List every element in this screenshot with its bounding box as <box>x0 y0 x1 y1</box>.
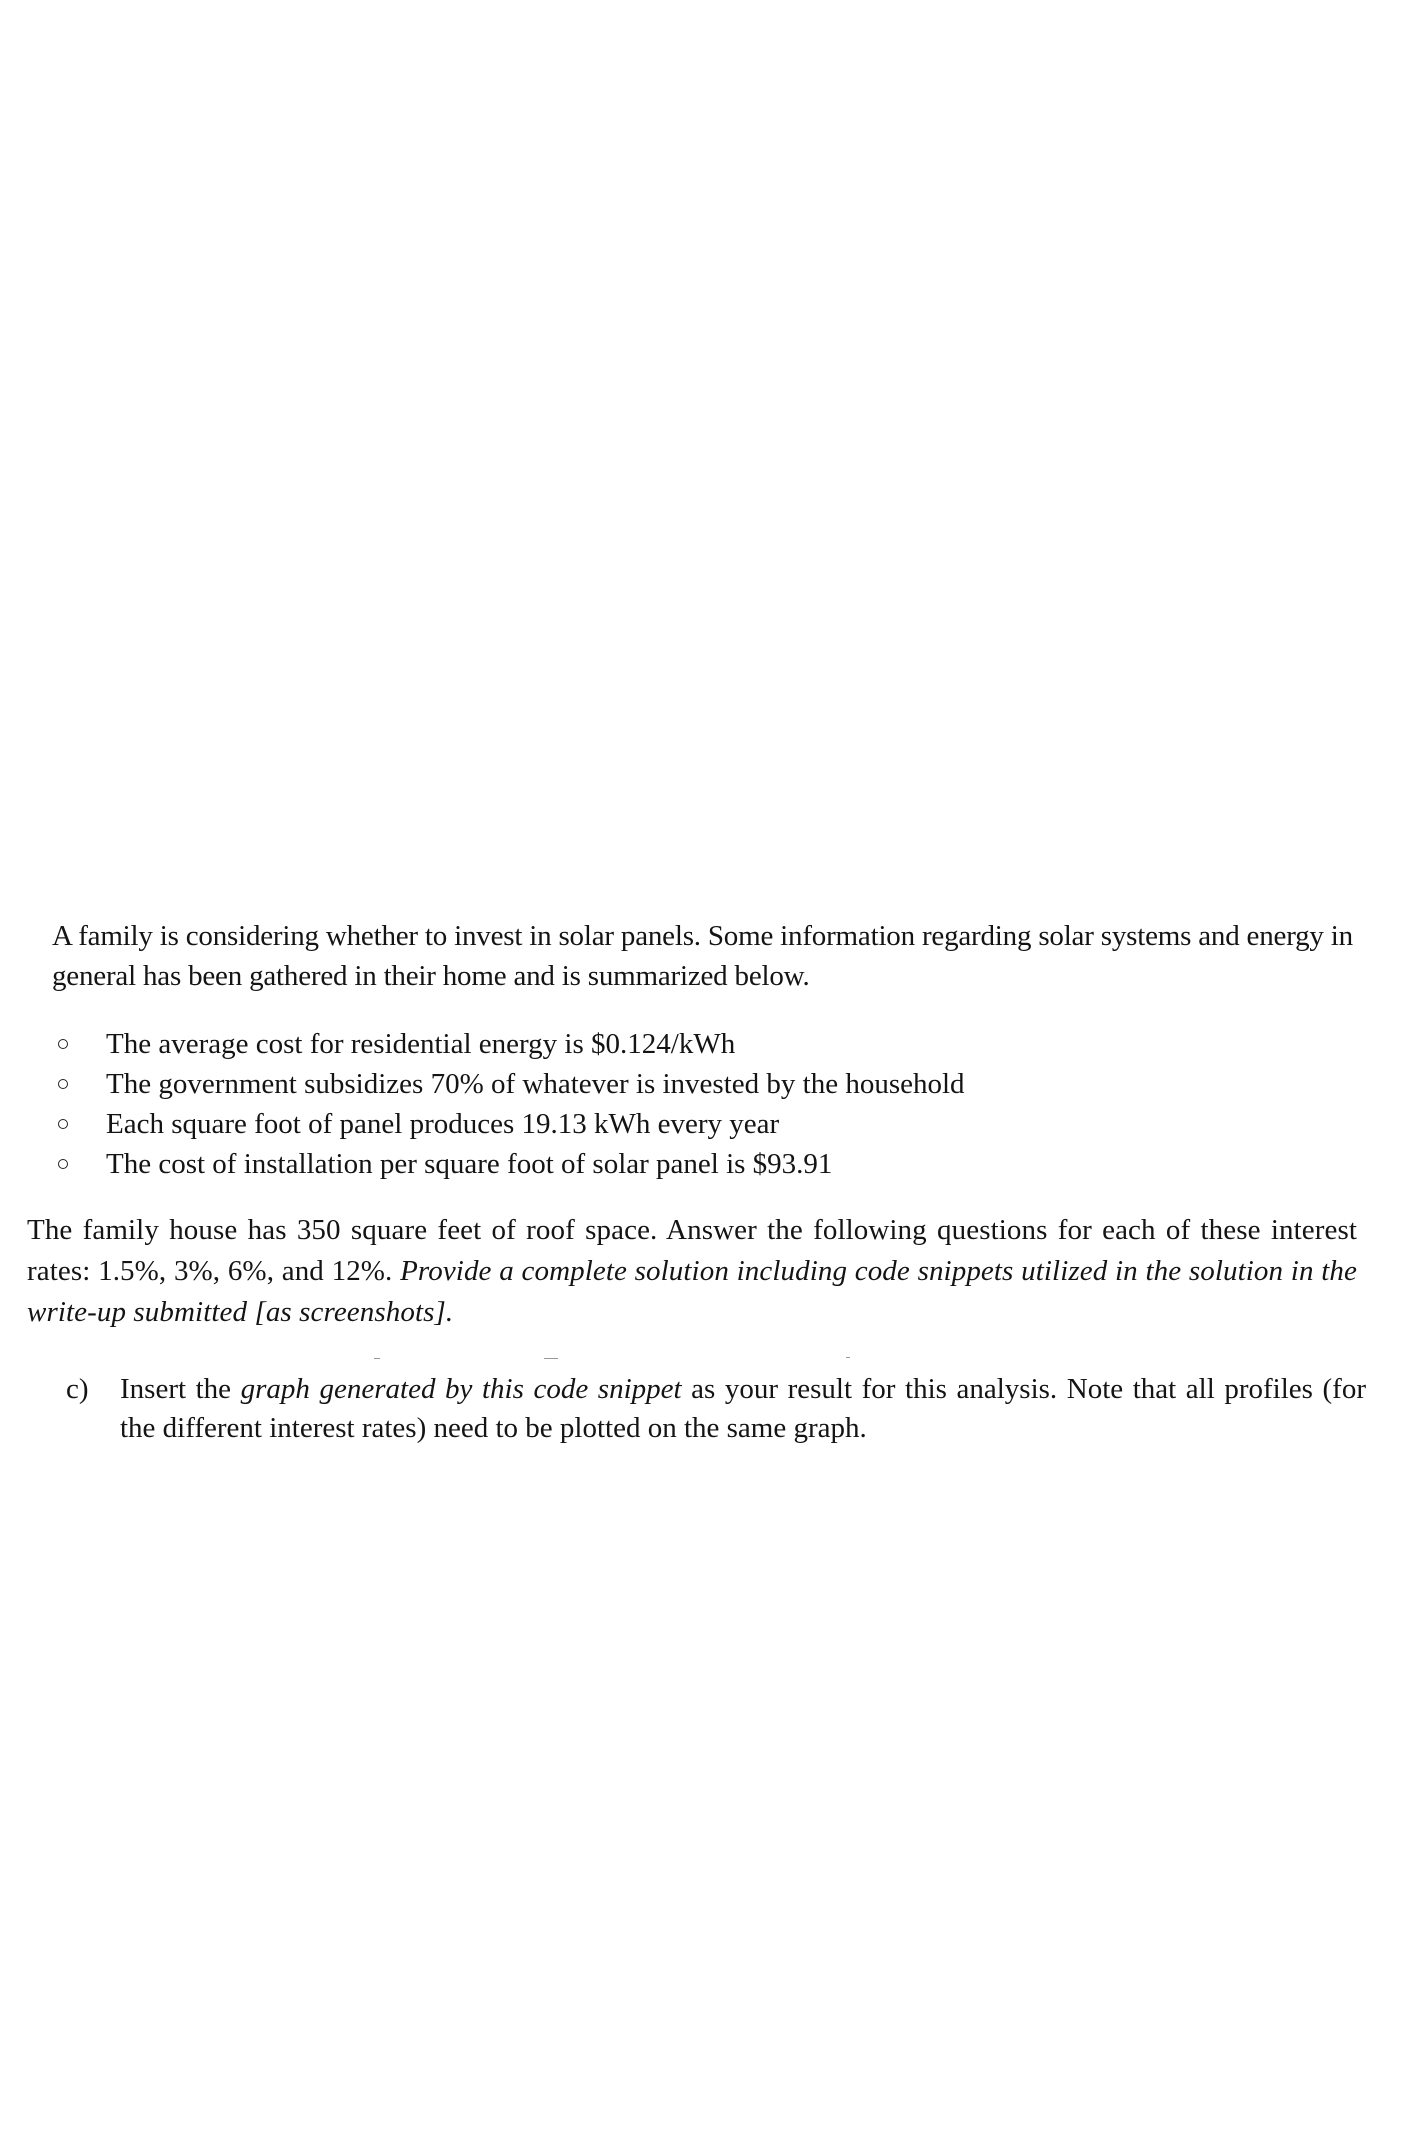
bullet-text: The government subsidizes 70% of whatever is invested by the household <box>106 1068 965 1100</box>
scan-artifact-dash <box>374 1358 380 1359</box>
bullet-text: Each square foot of panel produces 19.13 kWh every year <box>106 1108 780 1140</box>
bullet-item-energy-cost <box>52 1024 1372 1064</box>
hollow-circle-bullet-icon <box>58 1159 68 1169</box>
hollow-circle-bullet-icon <box>58 1119 68 1129</box>
info-bullet-list <box>52 1024 1372 1184</box>
scan-artifact-dash <box>846 1357 850 1358</box>
bullet-text: The cost of installation per square foot of solar panel is $93.91 <box>106 1148 833 1180</box>
part-c-question <box>66 1370 1366 1448</box>
question-text: The family house has 350 square feet of roof space. Answer the following questions for each of these interest rates: 1.5%, 3%, 6%, and 12%. <box>27 1214 1357 1287</box>
part-c-text-2: as your result for this analysis. Note that all profiles (for the different interest rates) need to be plotted on the same graph. <box>120 1373 1366 1444</box>
bullet-text: The average cost for residential energy is $0.124/kWh <box>106 1028 736 1060</box>
part-c-label: c) <box>66 1373 89 1405</box>
bullet-item-subsidy <box>52 1064 1372 1104</box>
hollow-circle-bullet-icon <box>58 1039 68 1049</box>
bullet-item-install-cost <box>52 1144 1372 1184</box>
part-c-body <box>120 1370 1366 1448</box>
intro-paragraph: A family is considering whether to invest in solar panels. Some information regarding solar systems and energy in general has been gathered in their home and is summarized below. <box>52 920 1353 992</box>
bullet-item-production <box>52 1104 1372 1144</box>
question-instruction-italic: Provide a complete solution including code snippets utilized in the solution in the write-up submitted [as screenshots]. <box>27 1255 1357 1328</box>
question-paragraph <box>27 1210 1357 1333</box>
hollow-circle-bullet-icon <box>58 1079 68 1089</box>
part-c-italic: graph generated by this code snippet <box>240 1373 682 1405</box>
part-c-text-1: Insert the <box>120 1373 241 1405</box>
scan-artifact-dash <box>544 1358 558 1359</box>
